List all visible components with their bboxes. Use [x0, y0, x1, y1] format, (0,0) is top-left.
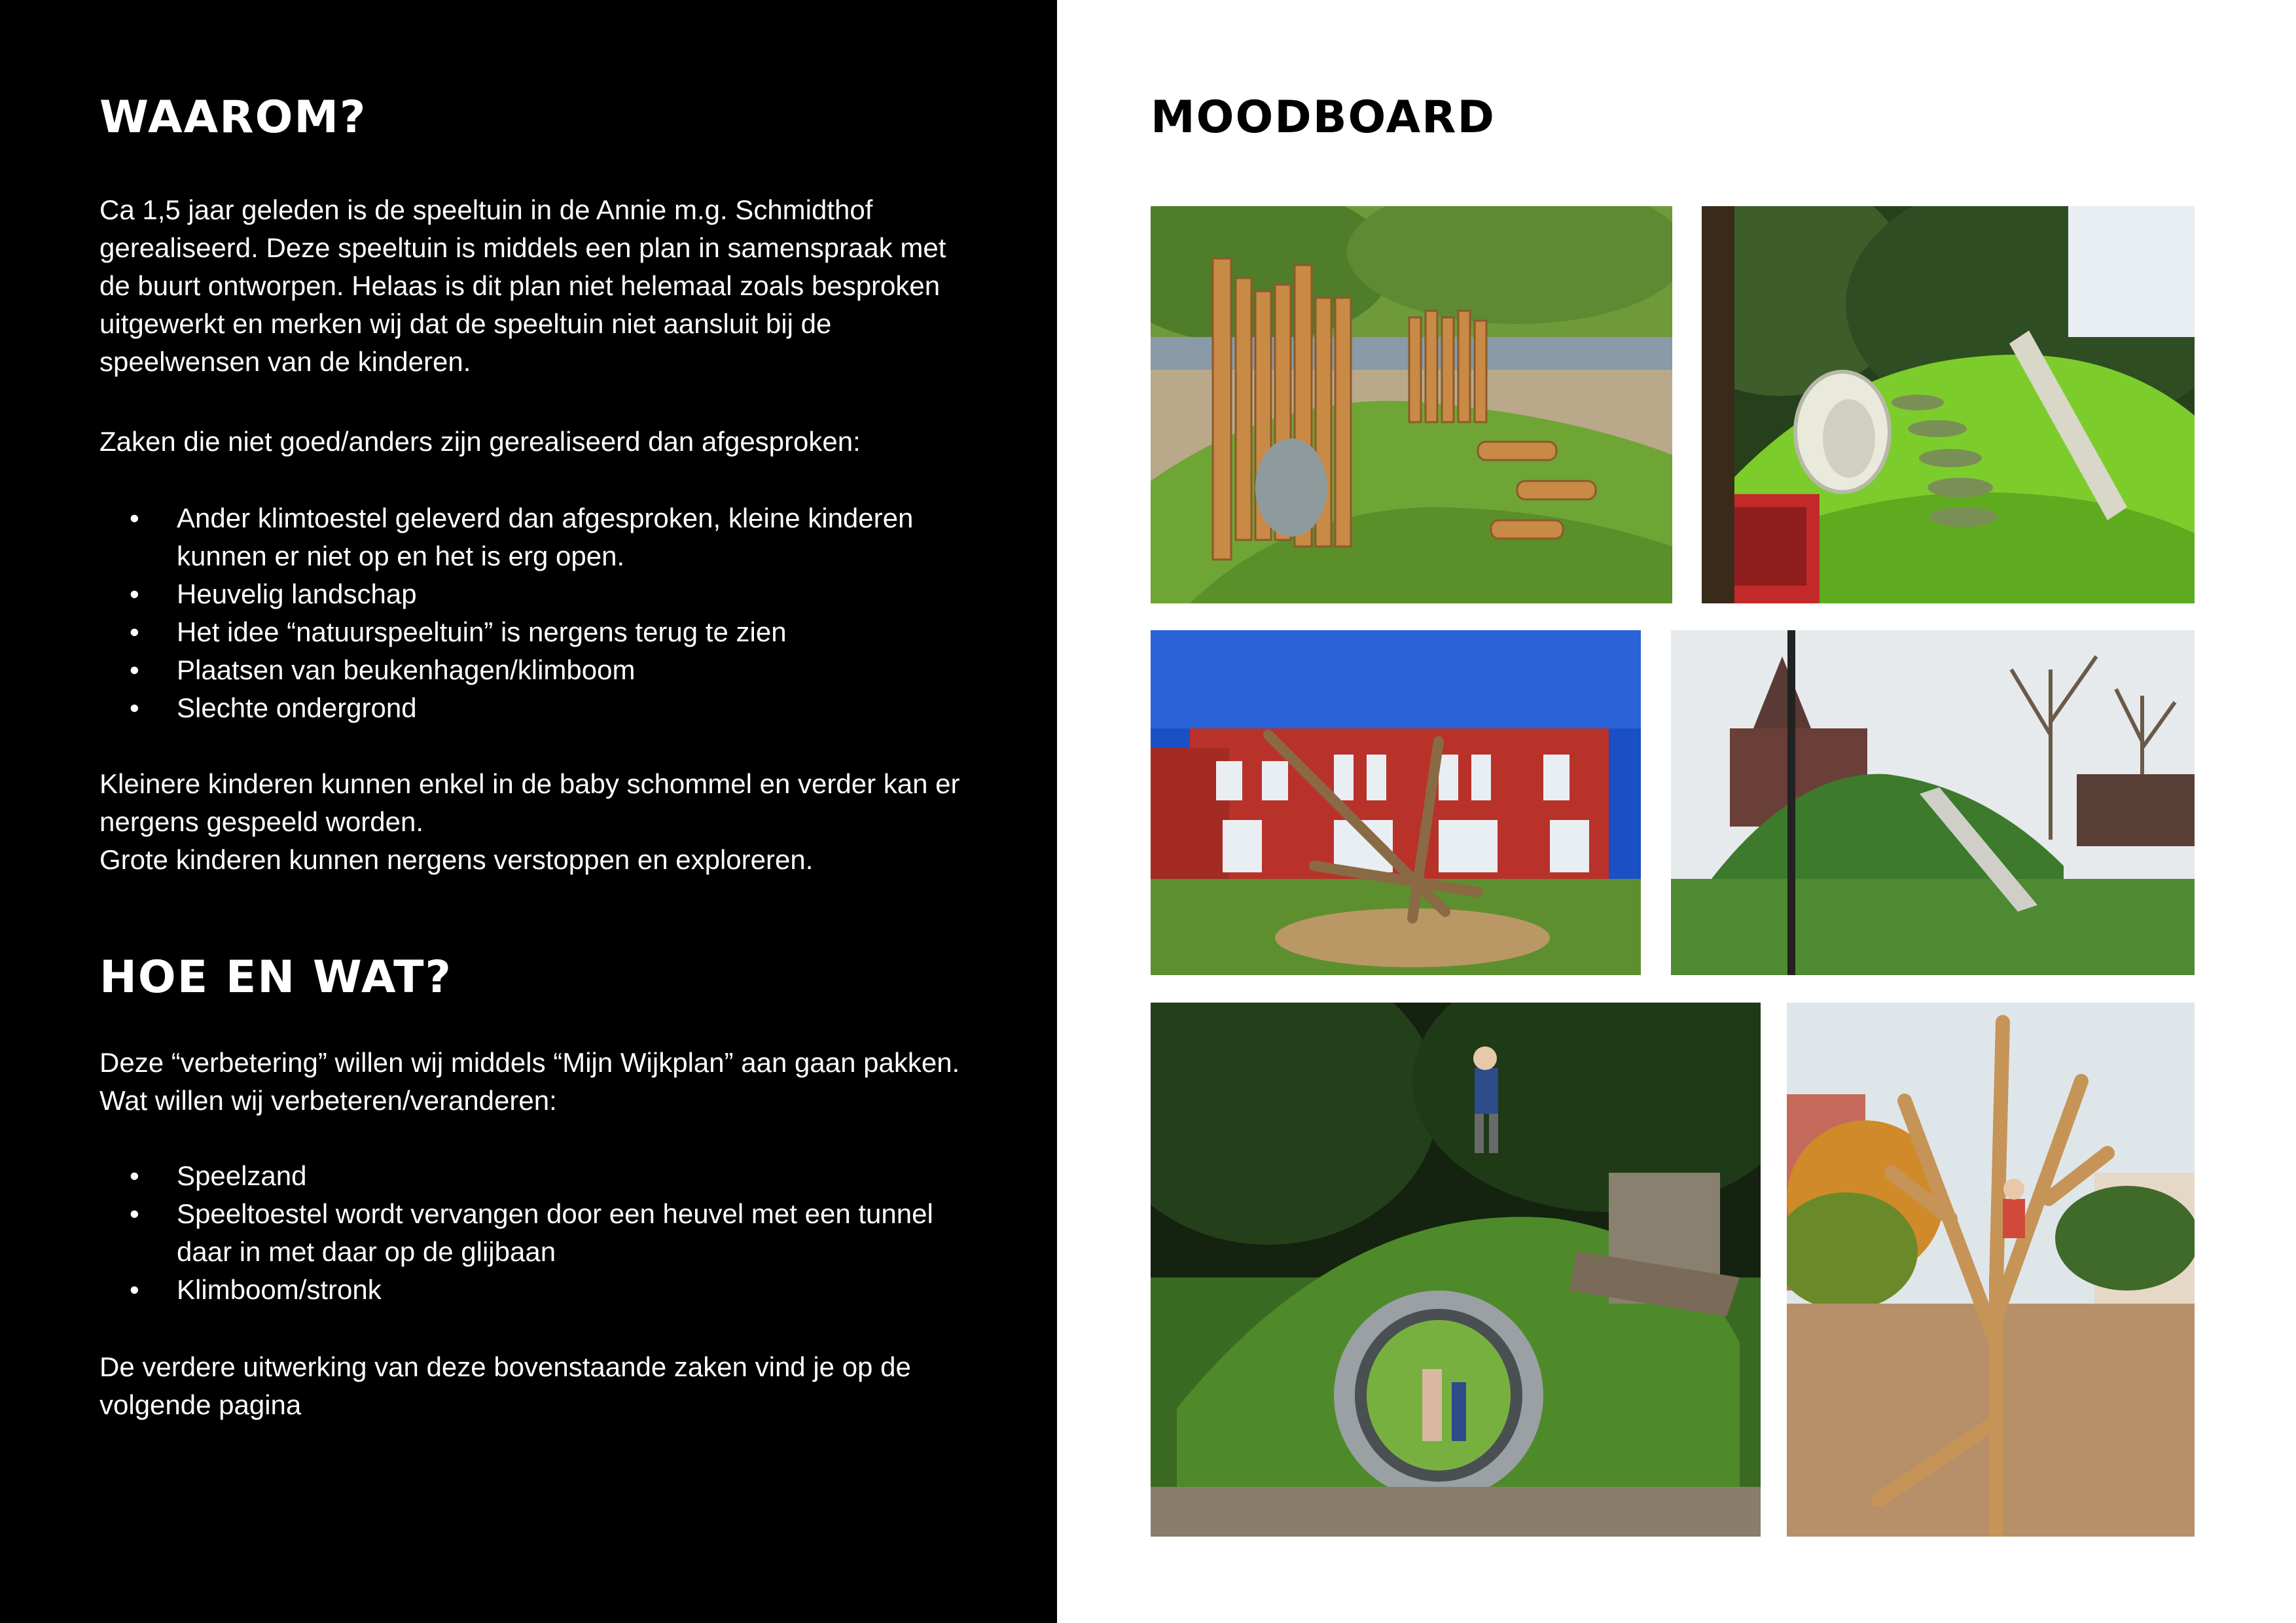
issues-list: [99, 499, 970, 727]
photo-grass-mound-slide: [1671, 630, 2195, 975]
list-item: • Het idee “natuurspeeltuin” is nergens terug te zien: [99, 613, 970, 651]
issues-intro: Zaken die niet goed/anders zijn gerealiseerd dan afgesproken:: [99, 426, 861, 457]
list-item: • Plaatsen van beukenhagen/klimboom: [99, 651, 970, 689]
list-item: • Ander klimtoestel geleverd dan afgesproken, kleine kinderen kunnen er niet op en het is erg open.: [99, 499, 970, 575]
list-item: • Speeltoestel wordt vervangen door een heuvel met een tunnel daar in met daar op de glijbaan: [99, 1195, 970, 1271]
photo-climbing-tree-trunk: [1787, 1003, 2195, 1537]
hoe-en-wat-closing: De verdere uitwerking van deze bovenstaande zaken vind je op de volgende pagina: [99, 1351, 911, 1420]
list-item: • Klimboom/stronk: [99, 1271, 970, 1309]
list-item: • Slechte ondergrond: [99, 689, 970, 727]
moodboard-heading: MOODBOARD: [1151, 92, 1496, 143]
closing-big-children: Grote kinderen kunnen nergens verstoppen en exploreren.: [99, 844, 814, 875]
list-item: • Heuvelig landschap: [99, 575, 970, 613]
photo-hill-tunnel-slide: [1702, 206, 2195, 603]
photo-red-houses-tree-trunk: [1151, 630, 1641, 975]
photo-children-tunnel-hill: [1151, 1003, 1761, 1537]
improvements-list: [99, 1157, 970, 1309]
waarom-heading: WAAROM?: [99, 92, 367, 143]
closing-small-children: Kleinere kinderen kunnen enkel in de baby schommel en verder kan er nergens gespeeld worden.: [99, 768, 960, 837]
hoe-en-wat-intro: Deze “verbetering” willen wij middels “Mijn Wijkplan” aan gaan pakken. Wat willen wij verbeteren/veranderen:: [99, 1047, 960, 1116]
hoe-en-wat-heading: HOE EN WAT?: [99, 952, 453, 1003]
waarom-intro: Ca 1,5 jaar geleden is de speeltuin in de Annie m.g. Schmidthof gerealiseerd. Deze speeltuin is middels een plan in samenspraak met de buurt ontworpen. Helaas is dit plan niet helemaal zoals besproken uitgewerkt en merken wij dat de speeltuin niet aansluit bij de speelwensen van de kinderen.: [99, 194, 946, 377]
photo-wooden-climbing-hill: [1151, 206, 1672, 603]
left-panel: [0, 0, 1057, 1623]
list-item: • Speelzand: [99, 1157, 970, 1195]
